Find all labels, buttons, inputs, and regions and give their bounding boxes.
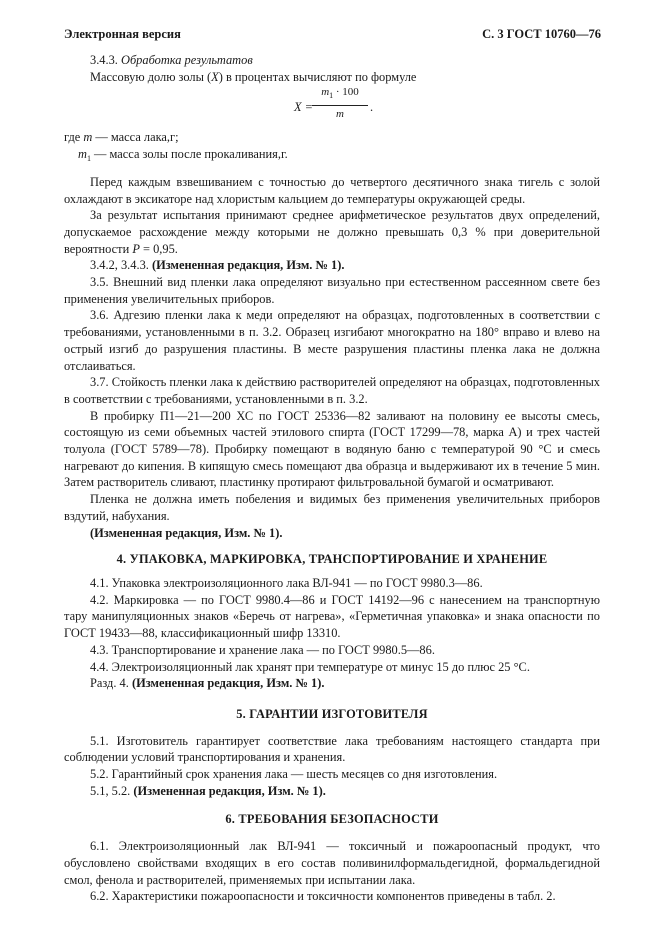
para-amendment-4 — [64, 675, 600, 692]
ash-formula — [64, 85, 600, 129]
clause-number: 3.4.3. — [90, 53, 118, 67]
intro-text-end: ) в процентах вычисляют по формуле — [218, 69, 417, 84]
amend-note: (Измененная редакция, Изм. № 1). — [151, 258, 345, 273]
formula-numerator — [312, 85, 368, 106]
where-line-2 — [64, 146, 600, 168]
where-desc-m1: — масса золы после прокаливания,г. — [90, 147, 288, 162]
where-line-1 — [64, 129, 600, 146]
para-film-requirement: Пленка не должна иметь побеления и видимых без применения увеличительных приборов вздутий, набухания. — [64, 492, 600, 523]
header-edition-label: Электронная версия — [64, 27, 181, 41]
intro-variable: X — [211, 69, 219, 84]
header-page-standard: С. 3 ГОСТ 10760—76 — [482, 27, 601, 41]
numerator-rest: · 100 — [333, 86, 359, 99]
clause-3-4-3-heading — [64, 52, 600, 69]
para-3-5: 3.5. Внешний вид пленки лака определяют визуально при естественном рассеянном свете без применения увеличительных приборов. — [64, 275, 600, 306]
section-5-title: 5. ГАРАНТИИ ИЗГОТОВИТЕЛЯ — [236, 706, 428, 721]
formula-intro — [64, 69, 600, 86]
para-4-2: 4.2. Маркировка — по ГОСТ 9980.4—86 и ГОСТ 14192—96 с нанесением на транспортную тару манипуляционных знаков «Беречь от нагрева», «Герметичная упаковка» и знака опасности по ГОСТ 19433—88, классификационный шифр 13310. — [64, 592, 600, 641]
section-4-title: 4. УПАКОВКА, МАРКИРОВКА, ТРАНСПОРТИРОВАНИЕ И ХРАНЕНИЕ — [116, 552, 548, 567]
para-amendment-5 — [64, 783, 600, 800]
formula-period: . — [370, 100, 374, 115]
para-3-6: 3.6. Адгезию пленки лака к меди определяют на образцах, подготовленных в соответствии с требованиями, установленными в п. 3.2. Образец изгибают многократно на 180° вправо и влево на острый изгиб до разрушения пластины. В месте разрушения пластины пленка лака не должна отслаиваться. — [64, 308, 600, 373]
where-var-m1: m — [78, 147, 87, 162]
formula-fraction — [312, 85, 368, 122]
formula-denominator: m — [336, 108, 344, 121]
formula-lhs: X = — [294, 100, 314, 115]
where-var-m: m — [83, 130, 93, 145]
where-desc-m: — масса лака,г; — [92, 130, 179, 145]
para-test-tube: В пробирку П1—21—200 ХС по ГОСТ 25336—82 заливают на половину ее высоты смесь, состоящую из семи объемных частей этилового спирта (ГОСТ 17299—78, марка А) и трех частей толуола (ГОСТ 5789—78). Пробирку помещают в водяную баню с температурой 90 °С и смесь нагревают до кипения. В кипящую смесь помещают два образца и выдерживают их в течение 5 мин. Затем растворитель сливают, пластинку протирают фильтровальной бумагой и осматривают. — [64, 408, 600, 490]
amend-note: (Измененная редакция, Изм. № 1). — [131, 676, 325, 691]
para-4-4: 4.4. Электроизоляционный лак хранят при температуре от минус 15 до плюс 25 °С. — [90, 659, 530, 674]
para-3-7: 3.7. Стойкость пленки лака к действию растворителей определяют на образцах, подготовленных в соответствии с требованиями, установленными в п. 3.2. — [64, 375, 600, 406]
para-5-1: 5.1. Изготовитель гарантирует соответствие лака требованиям настоящего стандарта при соблюдении условий транспортирования и хранения. — [64, 733, 600, 765]
intro-text: Массовую долю золы ( — [90, 69, 212, 84]
para-4-3: 4.3. Транспортирование и хранение лака — по ГОСТ 9980.5—86. — [90, 642, 435, 657]
numerator-var: m — [321, 86, 330, 99]
amend-ref: Разд. 4. — [90, 676, 132, 691]
para-4-1: 4.1. Упаковка электроизоляционного лака ВЛ-941 — по ГОСТ 9980.3—86. — [90, 575, 483, 590]
amend-note: (Измененная редакция, Изм. № 1). — [133, 783, 326, 798]
para-6-1: 6.1. Электроизоляционный лак ВЛ-941 — токсичный и пожароопасный продукт, что обусловлено свойствами входящих в его состав поливинилформальдегидной, формальдегидной смол, фенола и растворителей, применяемых при испытании лака. — [64, 839, 600, 887]
where-word: где — [64, 130, 84, 145]
result-text: За результат испытания принимают среднее арифметическое результатов двух определений, допускаемое расхождение между которыми не должно превышать 0,3 % при доверительной вероятности — [64, 208, 600, 256]
amend-ref: 3.4.2, 3.4.3. — [90, 258, 152, 273]
para-amendment-3: (Измененная редакция, Изм. № 1). — [90, 525, 283, 540]
where-var-m1-sub: 1 — [86, 154, 91, 164]
section-6-title: 6. ТРЕБОВАНИЯ БЕЗОПАСНОСТИ — [225, 812, 439, 827]
result-text-end: = 0,95. — [139, 241, 178, 256]
para-5-2: 5.2. Гарантийный срок хранения лака — шесть месяцев со дня изготовления. — [90, 767, 498, 782]
para-result — [64, 207, 600, 257]
para-weighing: Перед каждым взвешиванием с точностью до четвертого десятичного знака тигель с золой охлаждают в эксикаторе над хлористым кальцием до температуры окружающей среды. — [64, 174, 600, 206]
result-var-p: P — [132, 241, 140, 256]
page-body — [64, 52, 600, 905]
para-amendment-342 — [64, 257, 600, 274]
clause-title: Обработка результатов — [121, 53, 253, 67]
amend-ref: 5.1, 5.2. — [90, 783, 134, 798]
para-6-2: 6.2. Характеристики пожароопасности и токсичности компонентов приведены в табл. 2. — [90, 889, 556, 904]
numerator-sub: 1 — [329, 91, 334, 101]
